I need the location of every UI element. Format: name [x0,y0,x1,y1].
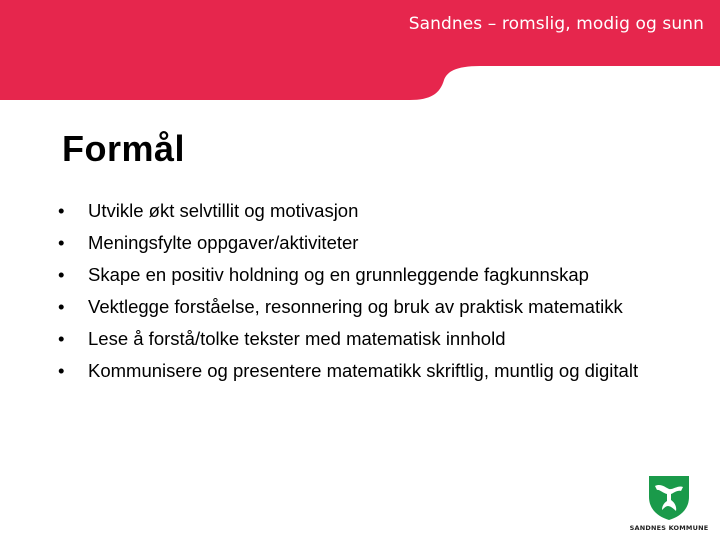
bullet-text: Meningsfylte oppgaver/aktiviteter [88,232,359,253]
bullet-list [58,198,658,390]
bullet-dot: • [58,232,65,253]
bullet-dot: • [58,200,65,221]
bullet-text: Vektlegge forståelse, resonnering og bruk av praktisk matematikk [88,296,623,317]
bullet-dot: • [58,264,65,285]
bullet-item [58,262,658,287]
slide-title: Formål [62,128,186,169]
bullet-text: Skape en positiv holdning og en grunnleggende fagkunnskap [88,264,589,285]
bullet-item [58,198,658,223]
logo-text: SANDNES KOMMUNE [629,524,709,532]
bullet-item [58,326,658,351]
bullet-item [58,230,658,255]
sandnes-coat-of-arms-icon [648,475,690,521]
bullet-text: Utvikle økt selvtillit og motivasjon [88,200,359,221]
bullet-dot: • [58,360,65,381]
header-tagline: Sandnes – romslig, modig og sunn [408,14,704,34]
bullet-item [58,358,658,383]
bullet-text: Kommunisere og presentere matematikk skriftlig, muntlig og digitalt [88,360,639,381]
bullet-item [58,294,658,319]
bullet-dot: • [58,296,65,317]
bullet-text: Lese å forstå/tolke tekster med matematisk innhold [88,328,506,349]
bullet-dot: • [58,328,65,349]
sandnes-kommune-logo [624,475,714,535]
